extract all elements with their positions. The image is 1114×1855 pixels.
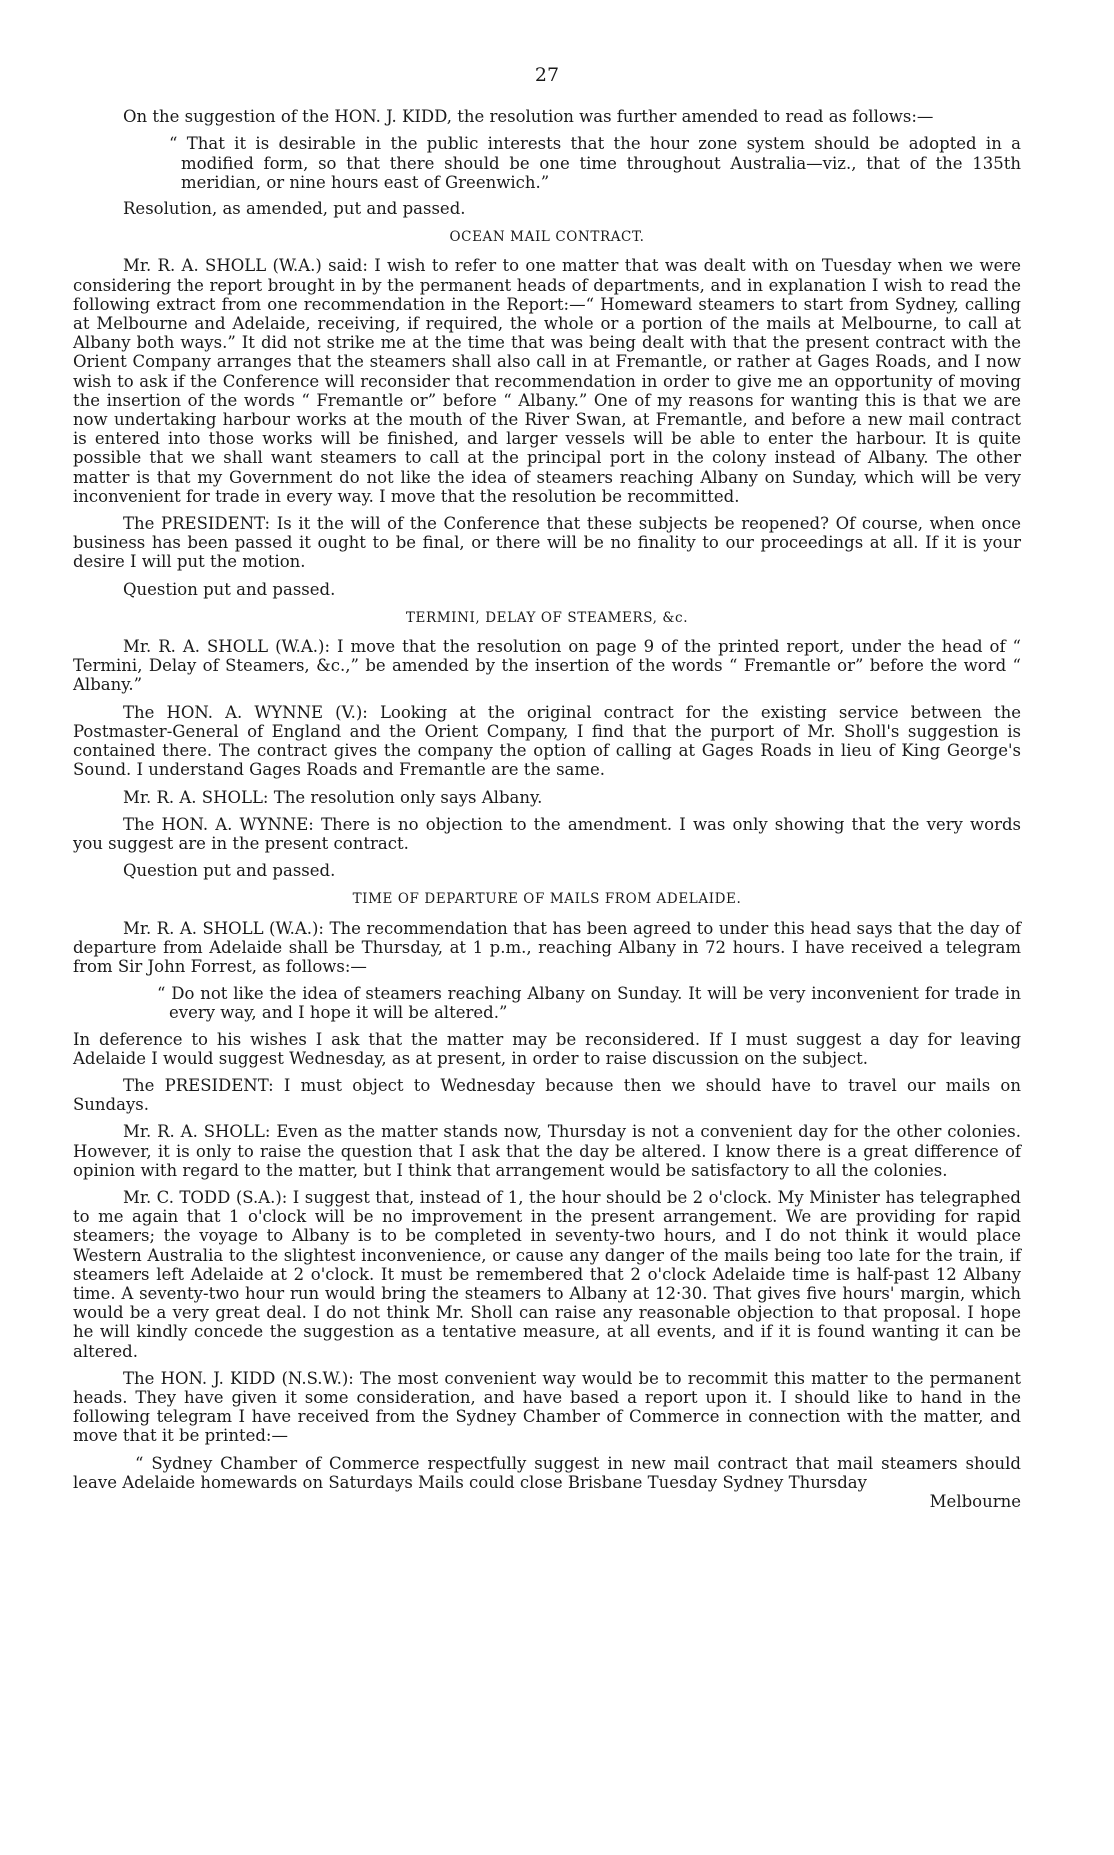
paragraph-deference: In deference to his wishes I ask that the matter may be reconsidered. If I must suggest a day for leaving Adelaide I would suggest Wednesday, as at present, in order to raise discussion on the subject. <box>73 1029 1021 1068</box>
quote-hour-zone-resolution: “ That it is desirable in the public interests that the hour zone system should be adopted in a modified form, so that there should be one time throughout Australia—viz., that of the 135th meridian, or nine hours east of Greenwich.” <box>169 134 1021 192</box>
paragraph-sholl-departure: Mr. R. A. SHOLL (W.A.): The recommendation that has been agreed to under this head says that the day of departure from Adelaide shall be Thursday, at 1 p.m., reaching Albany in 72 hours. I have received a telegram from Sir John Forrest, as follows:— <box>73 918 1021 976</box>
paragraph-president-wednesday: The PRESIDENT: I must object to Wednesday because then we should have to travel our mails on Sundays. <box>73 1075 1021 1115</box>
heading-termini-delay: TERMINI, DELAY OF STEAMERS, &c. <box>405 609 689 626</box>
paragraph-president-reopen: The PRESIDENT: Is it the will of the Conference that these subjects be reopened? Of course, when once business has been passed it ought to be final, or there will be no finality to our proceedings at all. If it is your desire I will put the motion. <box>73 514 1021 572</box>
paragraph-continued-melbourne: Melbourne <box>929 1492 1021 1511</box>
paragraph-sholl-thursday: Mr. R. A. SHOLL: Even as the matter stands now, Thursday is not a convenient day for the other colonies. However, it is only to raise the question that I ask that the day be altered. I know there is a great difference of opinion with regard to the matter, but I think that arrangement would be satisfactory to all the colonies. <box>73 1122 1021 1180</box>
paragraph-sholl-termini: Mr. R. A. SHOLL (W.A.): I move that the resolution on page 9 of the printed report, under the head of “ Termini, Delay of Steamers, &c.,” be amended by the insertion of the words “ Fremantle or” before the word “ Albany.” <box>73 637 1021 695</box>
paragraph-sholl-albany: Mr. R. A. SHOLL: The resolution only says Albany. <box>123 787 543 807</box>
paragraph-kidd-recommit: The HON. J. KIDD (N.S.W.): The most convenient way would be to recommit this matter to the permanent heads. They have given it some consideration, and have based a report upon it. I should like to hand in the following telegram I have received from the Sydney Chamber of Commerce in connection with the matter, and move that it be printed:— <box>73 1368 1021 1446</box>
paragraph-resolution-passed: Resolution, as amended, put and passed. <box>123 199 466 219</box>
paragraph-wynne-no-objection: The HON. A. WYNNE: There is no objection to the amendment. I was only showing that the very words you suggest are in the present contract. <box>73 814 1021 853</box>
paragraph-wynne-contract: The HON. A. WYNNE (V.): Looking at the original contract for the existing service between the Postmaster-General of England and the Orient Company, I find that the purport of Mr. Sholl's suggestion is contained there. The contract gives the company the option of calling at Gages Roads in lieu of King George's Sound. I understand Gages Roads and Fremantle are the same. <box>73 702 1021 780</box>
paragraph-sholl-ocean-mail: Mr. R. A. SHOLL (W.A.) said: I wish to refer to one matter that was dealt with on Tuesday when we were considering the report brought in by the permanent heads of departments, and in explanation I wish to read the following extract from one recommendation in the Report:—“ Homeward steamers to start from Sydney, calling at Melbourne and Adelaide, receiving, if required, the whole or a portion of the mails at Melbourne, to call at Albany both ways.” It did not strike me at the time that was being dealt with that the present contract with the Orient Company arranges that the steamers shall also call in at Fremantle, or rather at Gages Roads, and I now wish to ask if the Conference will reconsider that recommendation in order to give me an opportunity of moving the insertion of the words “ Fremantle or” before “ Albany.” One of my reasons for wanting this is that we are now undertaking harbour works at the mouth of the River Swan, at Fremantle, and before a new mail contract is entered into those works will be finished, and larger vessels will be able to enter the harbour. It is quite possible that we shall want steamers to call at the principal port in the colony instead of Albany. The other matter is that my Government do not like the idea of steamers reaching Albany on Sunday, which will be very inconvenient for trade in every way. I move that the resolution be recommitted. <box>73 256 1021 506</box>
page-number: 27 <box>534 64 560 86</box>
document-page <box>73 66 1021 1511</box>
paragraph-sydney-chamber-telegram: “ Sydney Chamber of Commerce respectfully suggest in new mail contract that mail steamers should leave Adelaide homewards on Saturdays Mails could close Brisbane Tuesday Sydney Thursday <box>73 1453 1021 1492</box>
paragraph-question-passed-2: Question put and passed. <box>123 861 336 881</box>
heading-time-of-departure: TIME OF DEPARTURE OF MAILS FROM ADELAIDE. <box>352 891 742 908</box>
quote-forrest-telegram: “ Do not like the idea of steamers reaching Albany on Sunday. It will be very inconvenient for trade in every way, and I hope it will be altered.” <box>157 984 1021 1023</box>
paragraph-question-passed-1: Question put and passed. <box>123 579 336 599</box>
heading-ocean-mail-contract: OCEAN MAIL CONTRACT. <box>449 229 645 246</box>
paragraph-kidd-amendment: On the suggestion of the HON. J. KIDD, the resolution was further amended to read as follows:— <box>123 107 934 127</box>
paragraph-todd-two-oclock: Mr. C. TODD (S.A.): I suggest that, instead of 1, the hour should be 2 o'clock. My Minister has telegraphed to me again that 1 o'clock will be no improvement in the present arrangement. We are providing for rapid steamers; the voyage to Albany is to be completed in seventy-two hours, and I do not think it would place Western Australia to the slightest inconvenience, or cause any danger of the mails being too late for the train, if steamers left Adelaide at 2 o'clock. It must be remembered that 2 o'clock Adelaide time is half-past 12 Albany time. A seventy-two hour run would bring the steamers to Albany at 12·30. That gives five hours' margin, which would be a very great deal. I do not think Mr. Sholl can raise any reasonable objection to that proposal. I hope he will kindly concede the suggestion as a tentative measure, at all events, and if it is found wanting it can be altered. <box>73 1187 1021 1361</box>
